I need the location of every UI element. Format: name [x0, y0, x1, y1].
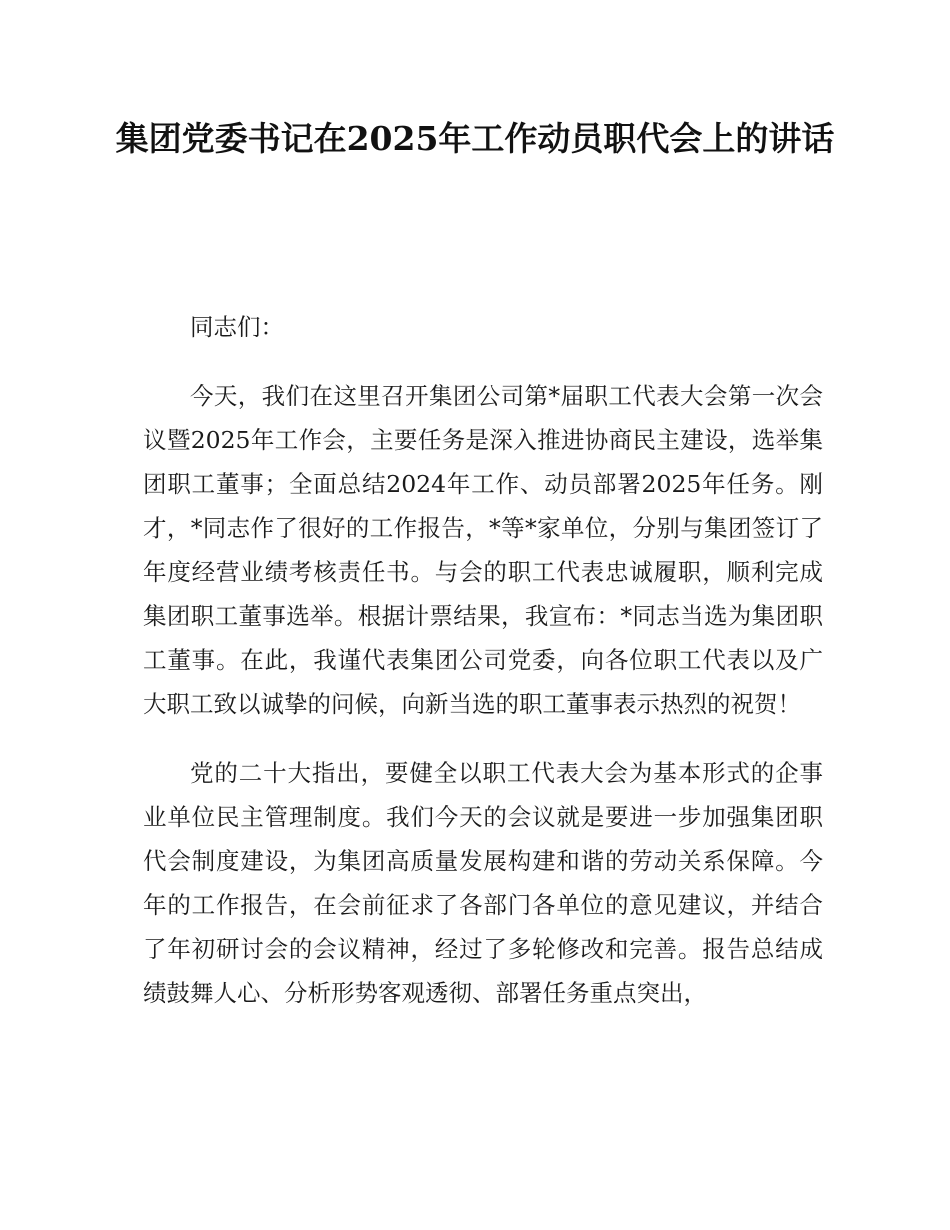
- document-title: 集团党委书记在2025年工作动员职代会上的讲话: [115, 119, 835, 158]
- paragraph-1: 今天，我们在这里召开集团公司第*届职工代表大会第一次会议暨2025年工作会，主要任务是深入推进协商民主建设，选举集团职工董事；全面总结2024年工作、动员部署2025年任务。刚才，*同志作了很好的工作报告，*等*家单位，分别与集团签订了年度经营业绩考核责任书。与会的职工代表忠诚履职，顺利完成集团职工董事选举。根据计票结果，我宣布：*同志当选为集团职工董事。在此，我谨代表集团公司党委，向各位职工代表以及广大职工致以诚挚的问候，向新当选的职工董事表示热烈的祝贺！: [143, 382, 823, 718]
- salutation: 同志们：: [190, 313, 284, 341]
- paragraph-2: 党的二十大指出，要健全以职工代表大会为基本形式的企事业单位民主管理制度。我们今天的会议就是要进一步加强集团职代会制度建设，为集团高质量发展构建和谐的劳动关系保障。今年的工作报告，在会前征求了各部门各单位的意见建议，并结合了年初研讨会的会议精神，经过了多轮修改和完善。报告总结成绩鼓舞人心、分析形势客观透彻、部署任务重点突出，: [143, 759, 823, 1007]
- document-body: [143, 305, 823, 1040]
